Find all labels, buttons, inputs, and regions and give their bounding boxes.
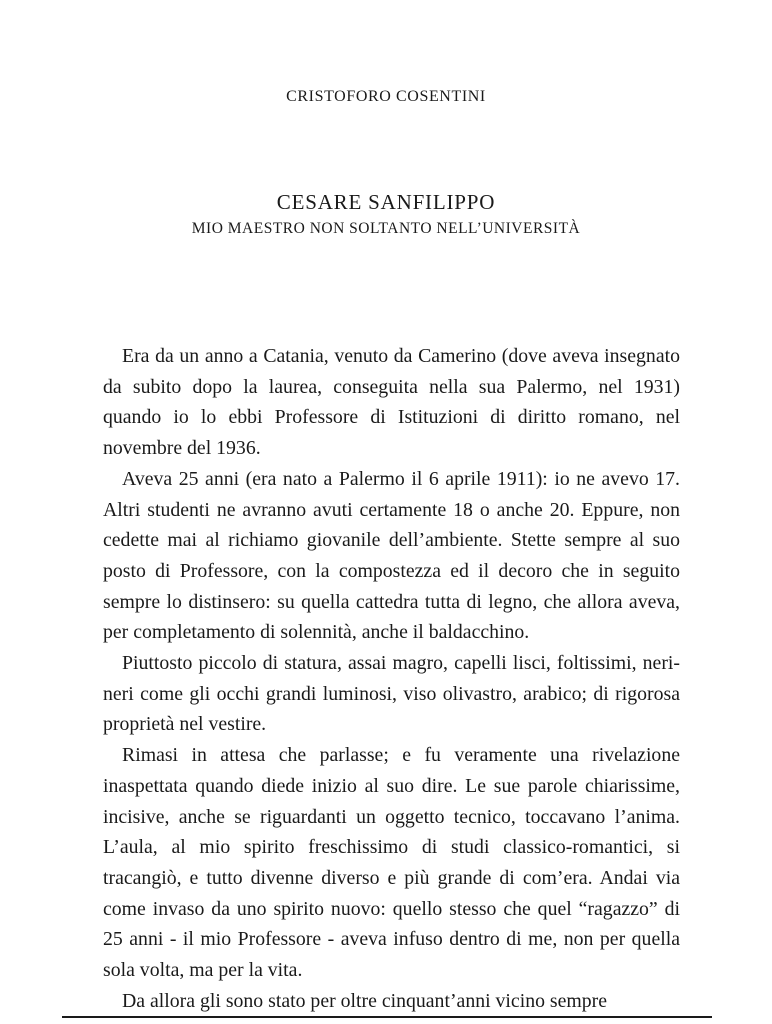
paragraph: Piuttosto piccolo di statura, assai magro, capelli lisci, foltissimi, neri-neri come gli occhi grandi luminosi, viso olivastro, arabico; di rigorosa proprietà nel vestire.: [103, 652, 680, 736]
footer-rule: [62, 1016, 712, 1018]
author-name: CRISTOFORO COSENTINI: [286, 88, 486, 105]
paragraph: Rimasi in attesa che parlasse; e fu veramente una rivelazione inaspettata quando diede inizio al suo dire. Le sue parole chiarissime, incisive, anche se riguardanti un oggetto tecnico, toccavano l’anima. L’aula, al mio spirito freschissimo di studi classico-romantici, si tracangiò, e tutto divenne diverso e più grande di com’era. Andai via come invaso da uno spirito nuovo: quello stesso che quel “ragazzo” di 25 anni - il mio Professore - aveva infuso dentro di me, non per quella sola volta, ma per la vita.: [103, 744, 680, 982]
article-title: CESARE SANFILIPPO: [276, 190, 496, 214]
article-body: [103, 341, 680, 1016]
paragraph: Aveva 25 anni (era nato a Palermo il 6 aprile 1911): io ne avevo 17. Altri studenti ne avranno avuti certamente 18 o anche 20. Eppure, non cedette mai al richiamo giovanile dell’ambiente. Stette sempre al suo posto di Professore, con la compostezza ed il decoro che in seguito sempre lo distinsero: su quella cattedra tutta di legno, che allora aveva, per completamento di solennità, anche il baldacchino.: [103, 467, 680, 644]
paragraph: Da allora gli sono stato per oltre cinquant’anni vicino sempre: [122, 989, 608, 1012]
paragraph: Era da un anno a Catania, venuto da Camerino (dove aveva insegnato da subito dopo la laurea, conseguita nella sua Palermo, nel 1931) quando io lo ebbi Professore di Istituzioni di diritto romano, nel novembre del 1936.: [103, 345, 680, 460]
article-subtitle: MIO MAESTRO NON SOLTANTO NELL’UNIVERSITÀ: [191, 220, 581, 237]
